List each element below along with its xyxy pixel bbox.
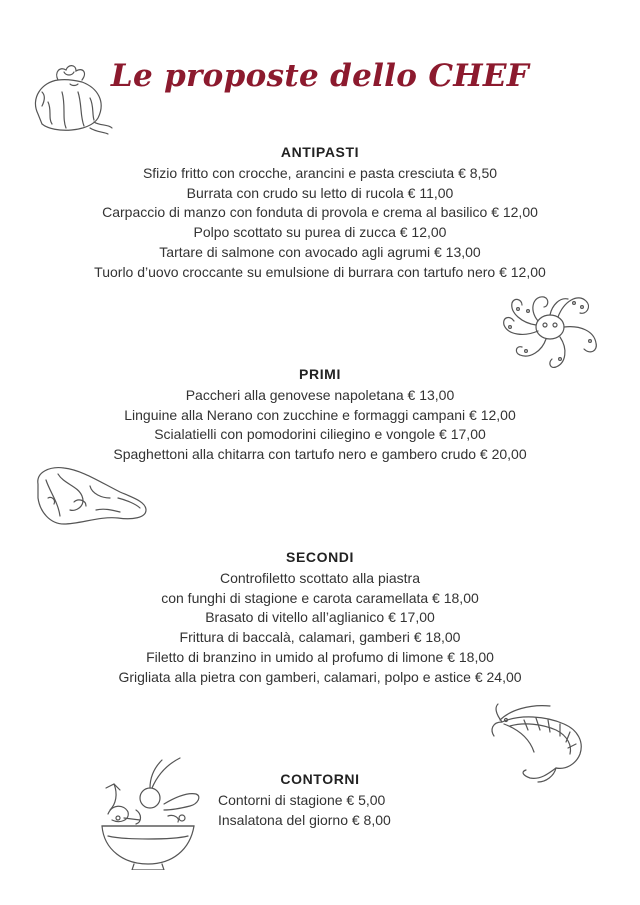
octopus-sketch-icon [498, 285, 602, 373]
menu-item: con funghi di stagione e carota caramellata € 18,00 [161, 589, 479, 606]
antipasti-heading: ANTIPASTI [280, 144, 360, 160]
primi-heading: PRIMI [299, 366, 341, 382]
menu-title: Le proposte dello CHEF [110, 58, 530, 94]
primi-section [0, 366, 640, 465]
menu-item: Tartare di salmone con avocado agli agrumi € 13,00 [159, 243, 481, 260]
menu-item: Tuorlo d’uovo croccante su emulsione di burrara con tartufo nero € 12,00 [94, 263, 546, 280]
menu-item: Polpo scottato su purea di zucca € 12,00 [193, 224, 447, 241]
menu-item: Sfizio fritto con crocche, arancini e pasta cresciuta € 8,50 [142, 165, 498, 181]
menu-item: Grigliata alla pietra con gamberi, calamari, polpo e astice € 24,00 [118, 668, 522, 685]
antipasti-section [0, 144, 640, 282]
menu-item: Frittura di baccalà, calamari, gamberi € 18,00 [179, 629, 461, 646]
menu-item: Filetto di branzino in umido al profumo di limone € 18,00 [146, 648, 494, 665]
menu-item: Insalatona del giorno € 8,00 [218, 811, 391, 828]
menu-item: Contorni di stagione € 5,00 [218, 792, 386, 808]
menu-item: Burrata con crudo su letto di rucola € 11,00 [186, 184, 454, 201]
menu-item: Scialatielli con pomodorini ciliegino e vongole € 17,00 [154, 426, 486, 443]
menu-item: Controfiletto scottato alla piastra [220, 570, 420, 586]
menu-item: Linguine alla Nerano con zucchine e formaggi campani € 12,00 [124, 406, 516, 423]
menu-item: Paccheri alla genovese napoletana € 13,00 [185, 387, 455, 403]
contorni-heading: CONTORNI [280, 771, 360, 787]
secondi-section [0, 549, 640, 687]
menu-item: Carpaccio di manzo con fonduta di provola e crema al basilico € 12,00 [102, 204, 538, 221]
menu-item: Brasato di vitello all’aglianico € 17,00 [205, 609, 435, 626]
secondi-heading: SECONDI [286, 549, 354, 565]
ham-sketch-icon [30, 462, 150, 534]
contorni-section [0, 771, 640, 830]
menu-item: Spaghettoni alla chitarra con tartufo nero e gambero crudo € 20,00 [113, 446, 527, 463]
burrata-sketch-icon [28, 62, 114, 138]
